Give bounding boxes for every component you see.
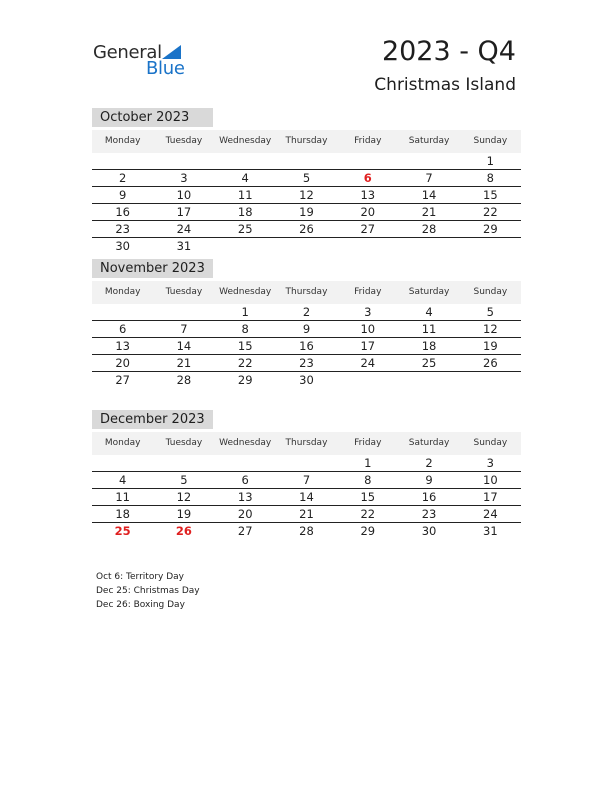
week-row bbox=[92, 372, 521, 388]
holiday-note: Dec 25: Christmas Day bbox=[96, 586, 200, 596]
day-cell: 24 bbox=[176, 222, 192, 236]
day-cell bbox=[276, 238, 337, 254]
day-cell: 18 bbox=[421, 339, 437, 353]
weekday-label: Saturday bbox=[408, 287, 450, 297]
day-cell: 6 bbox=[241, 473, 249, 487]
day-cell: 31 bbox=[483, 524, 498, 538]
day-cell: 10 bbox=[176, 188, 192, 202]
day-cell: 30 bbox=[421, 524, 437, 538]
week-row bbox=[92, 489, 521, 506]
day-cell: 4 bbox=[425, 305, 433, 319]
day-cell bbox=[215, 455, 276, 471]
day-cell: 25 bbox=[237, 222, 253, 236]
day-cell: 2 bbox=[425, 456, 433, 470]
day-cell: 9 bbox=[425, 473, 433, 487]
weekday-label: Wednesday bbox=[219, 136, 272, 146]
day-cell bbox=[215, 153, 276, 169]
day-cell: 22 bbox=[360, 507, 376, 521]
weekday-label: Wednesday bbox=[219, 287, 272, 297]
day-cell: 16 bbox=[115, 205, 130, 219]
day-cell: 21 bbox=[176, 356, 192, 370]
day-cell bbox=[460, 372, 521, 388]
holiday-day-cell: 26 bbox=[175, 524, 192, 538]
week-row bbox=[92, 355, 521, 372]
holiday-note: Dec 26: Boxing Day bbox=[96, 600, 185, 610]
day-cell: 30 bbox=[299, 373, 314, 387]
day-cell: 20 bbox=[237, 507, 253, 521]
day-cell: 2 bbox=[118, 171, 127, 185]
day-cell: 23 bbox=[421, 507, 437, 521]
month-title: November 2023 bbox=[92, 259, 213, 278]
day-cell: 28 bbox=[421, 222, 437, 236]
day-cell: 7 bbox=[302, 473, 311, 487]
day-cell: 21 bbox=[299, 507, 314, 521]
weekday-label: Friday bbox=[354, 287, 382, 297]
day-cell: 10 bbox=[483, 473, 498, 487]
day-cell: 8 bbox=[486, 171, 494, 185]
day-cell: 14 bbox=[299, 490, 314, 504]
day-cell: 11 bbox=[237, 188, 253, 202]
day-cell: 27 bbox=[360, 222, 376, 236]
day-cell bbox=[92, 455, 153, 471]
day-cell: 1 bbox=[486, 154, 494, 168]
day-cell: 12 bbox=[483, 322, 498, 336]
day-cell: 11 bbox=[421, 322, 437, 336]
month-calendar bbox=[92, 259, 521, 388]
day-cell: 9 bbox=[118, 188, 127, 202]
month-title: December 2023 bbox=[92, 410, 213, 429]
day-cell: 19 bbox=[299, 205, 314, 219]
day-cell: 5 bbox=[180, 473, 188, 487]
week-row bbox=[92, 221, 521, 238]
day-cell: 14 bbox=[421, 188, 437, 202]
day-cell: 18 bbox=[237, 205, 253, 219]
day-cell: 3 bbox=[486, 456, 494, 470]
holiday-note: Oct 6: Territory Day bbox=[96, 572, 184, 582]
brand-logo bbox=[93, 42, 193, 78]
weekday-label: Friday bbox=[354, 136, 382, 146]
day-cell: 5 bbox=[302, 171, 311, 185]
day-cell: 15 bbox=[237, 339, 253, 353]
day-cell: 24 bbox=[483, 507, 498, 521]
day-cell bbox=[153, 455, 214, 471]
day-cell: 25 bbox=[421, 356, 437, 370]
day-cell: 19 bbox=[483, 339, 498, 353]
day-cell: 21 bbox=[421, 205, 437, 219]
weekday-label: Saturday bbox=[408, 438, 450, 448]
week-row bbox=[92, 472, 521, 489]
week-row bbox=[92, 523, 521, 539]
weekday-label: Saturday bbox=[408, 136, 450, 146]
day-cell: 12 bbox=[176, 490, 192, 504]
day-cell: 26 bbox=[483, 356, 498, 370]
day-cell bbox=[337, 372, 398, 388]
page-subtitle: Christmas Island bbox=[374, 75, 516, 95]
week-row bbox=[92, 338, 521, 355]
week-row bbox=[92, 321, 521, 338]
day-cell: 28 bbox=[176, 373, 192, 387]
day-cell: 1 bbox=[364, 456, 372, 470]
day-cell: 26 bbox=[299, 222, 314, 236]
week-row bbox=[92, 153, 521, 170]
day-cell bbox=[153, 304, 214, 320]
day-cell: 20 bbox=[115, 356, 130, 370]
day-cell: 27 bbox=[115, 373, 130, 387]
weekday-label: Sunday bbox=[473, 136, 508, 146]
holiday-day-cell: 25 bbox=[114, 524, 131, 538]
weekday-header-row bbox=[92, 432, 521, 455]
day-cell: 17 bbox=[483, 490, 498, 504]
month-calendar bbox=[92, 108, 521, 254]
day-cell: 3 bbox=[180, 171, 188, 185]
day-cell: 10 bbox=[360, 322, 376, 336]
day-cell: 3 bbox=[364, 305, 372, 319]
day-cell: 1 bbox=[241, 305, 249, 319]
day-cell bbox=[215, 238, 276, 254]
day-cell: 29 bbox=[483, 222, 498, 236]
day-cell: 27 bbox=[237, 524, 253, 538]
month-title: October 2023 bbox=[92, 108, 213, 127]
day-cell: 16 bbox=[299, 339, 314, 353]
day-cell bbox=[398, 153, 459, 169]
weekday-label: Friday bbox=[354, 438, 382, 448]
weekday-label: Thursday bbox=[285, 136, 328, 146]
day-cell: 13 bbox=[115, 339, 130, 353]
weekday-label: Monday bbox=[104, 136, 141, 146]
day-cell: 7 bbox=[425, 171, 433, 185]
day-cell: 7 bbox=[180, 322, 188, 336]
weekday-label: Thursday bbox=[285, 287, 328, 297]
day-cell: 31 bbox=[176, 239, 192, 253]
page-title: 2023 - Q4 bbox=[381, 36, 516, 67]
weekday-label: Sunday bbox=[473, 438, 508, 448]
day-cell: 4 bbox=[241, 171, 249, 185]
day-cell: 4 bbox=[118, 473, 127, 487]
day-cell bbox=[337, 153, 398, 169]
week-row bbox=[92, 455, 521, 472]
day-cell bbox=[276, 153, 337, 169]
day-cell bbox=[92, 153, 153, 169]
week-row bbox=[92, 506, 521, 523]
day-cell: 19 bbox=[176, 507, 192, 521]
day-cell bbox=[92, 304, 153, 320]
day-cell: 29 bbox=[237, 373, 253, 387]
day-cell: 14 bbox=[176, 339, 192, 353]
month-calendar bbox=[92, 410, 521, 539]
weekday-header-row bbox=[92, 281, 521, 304]
logo-text-blue: Blue bbox=[146, 58, 185, 79]
weekday-label: Wednesday bbox=[219, 438, 272, 448]
weekday-label: Tuesday bbox=[165, 438, 203, 448]
weekday-header-row bbox=[92, 130, 521, 153]
weekday-label: Sunday bbox=[473, 287, 508, 297]
day-cell: 13 bbox=[360, 188, 376, 202]
day-cell bbox=[398, 238, 459, 254]
day-cell: 22 bbox=[483, 205, 498, 219]
week-row bbox=[92, 304, 521, 321]
week-row bbox=[92, 238, 521, 254]
weekday-label: Tuesday bbox=[165, 136, 203, 146]
day-cell: 15 bbox=[483, 188, 498, 202]
day-cell: 8 bbox=[364, 473, 372, 487]
day-cell bbox=[153, 153, 214, 169]
day-cell: 13 bbox=[237, 490, 253, 504]
logo-triangle-icon bbox=[162, 45, 181, 59]
weekday-label: Thursday bbox=[285, 438, 328, 448]
weekday-label: Monday bbox=[104, 438, 141, 448]
day-cell: 17 bbox=[360, 339, 376, 353]
weekday-label: Tuesday bbox=[165, 287, 203, 297]
logo-text-general: General bbox=[93, 42, 162, 63]
day-cell bbox=[460, 238, 521, 254]
day-cell: 16 bbox=[421, 490, 437, 504]
day-cell bbox=[398, 372, 459, 388]
day-cell: 20 bbox=[360, 205, 376, 219]
holiday-notes bbox=[96, 570, 200, 612]
day-cell: 11 bbox=[115, 490, 130, 504]
day-cell: 8 bbox=[241, 322, 249, 336]
week-row bbox=[92, 187, 521, 204]
day-cell: 15 bbox=[360, 490, 376, 504]
day-cell: 5 bbox=[486, 305, 494, 319]
day-cell: 18 bbox=[115, 507, 130, 521]
weekday-label: Monday bbox=[104, 287, 141, 297]
week-row bbox=[92, 170, 521, 187]
day-cell: 23 bbox=[115, 222, 130, 236]
day-cell: 30 bbox=[115, 239, 130, 253]
day-cell: 24 bbox=[360, 356, 376, 370]
day-cell: 22 bbox=[237, 356, 253, 370]
day-cell: 2 bbox=[302, 305, 311, 319]
holiday-day-cell: 6 bbox=[363, 171, 372, 185]
day-cell: 12 bbox=[299, 188, 314, 202]
day-cell: 29 bbox=[360, 524, 376, 538]
day-cell bbox=[276, 455, 337, 471]
day-cell: 6 bbox=[118, 322, 127, 336]
day-cell: 23 bbox=[299, 356, 314, 370]
day-cell: 28 bbox=[299, 524, 314, 538]
week-row bbox=[92, 204, 521, 221]
day-cell bbox=[337, 238, 398, 254]
day-cell: 9 bbox=[302, 322, 311, 336]
day-cell: 17 bbox=[176, 205, 192, 219]
